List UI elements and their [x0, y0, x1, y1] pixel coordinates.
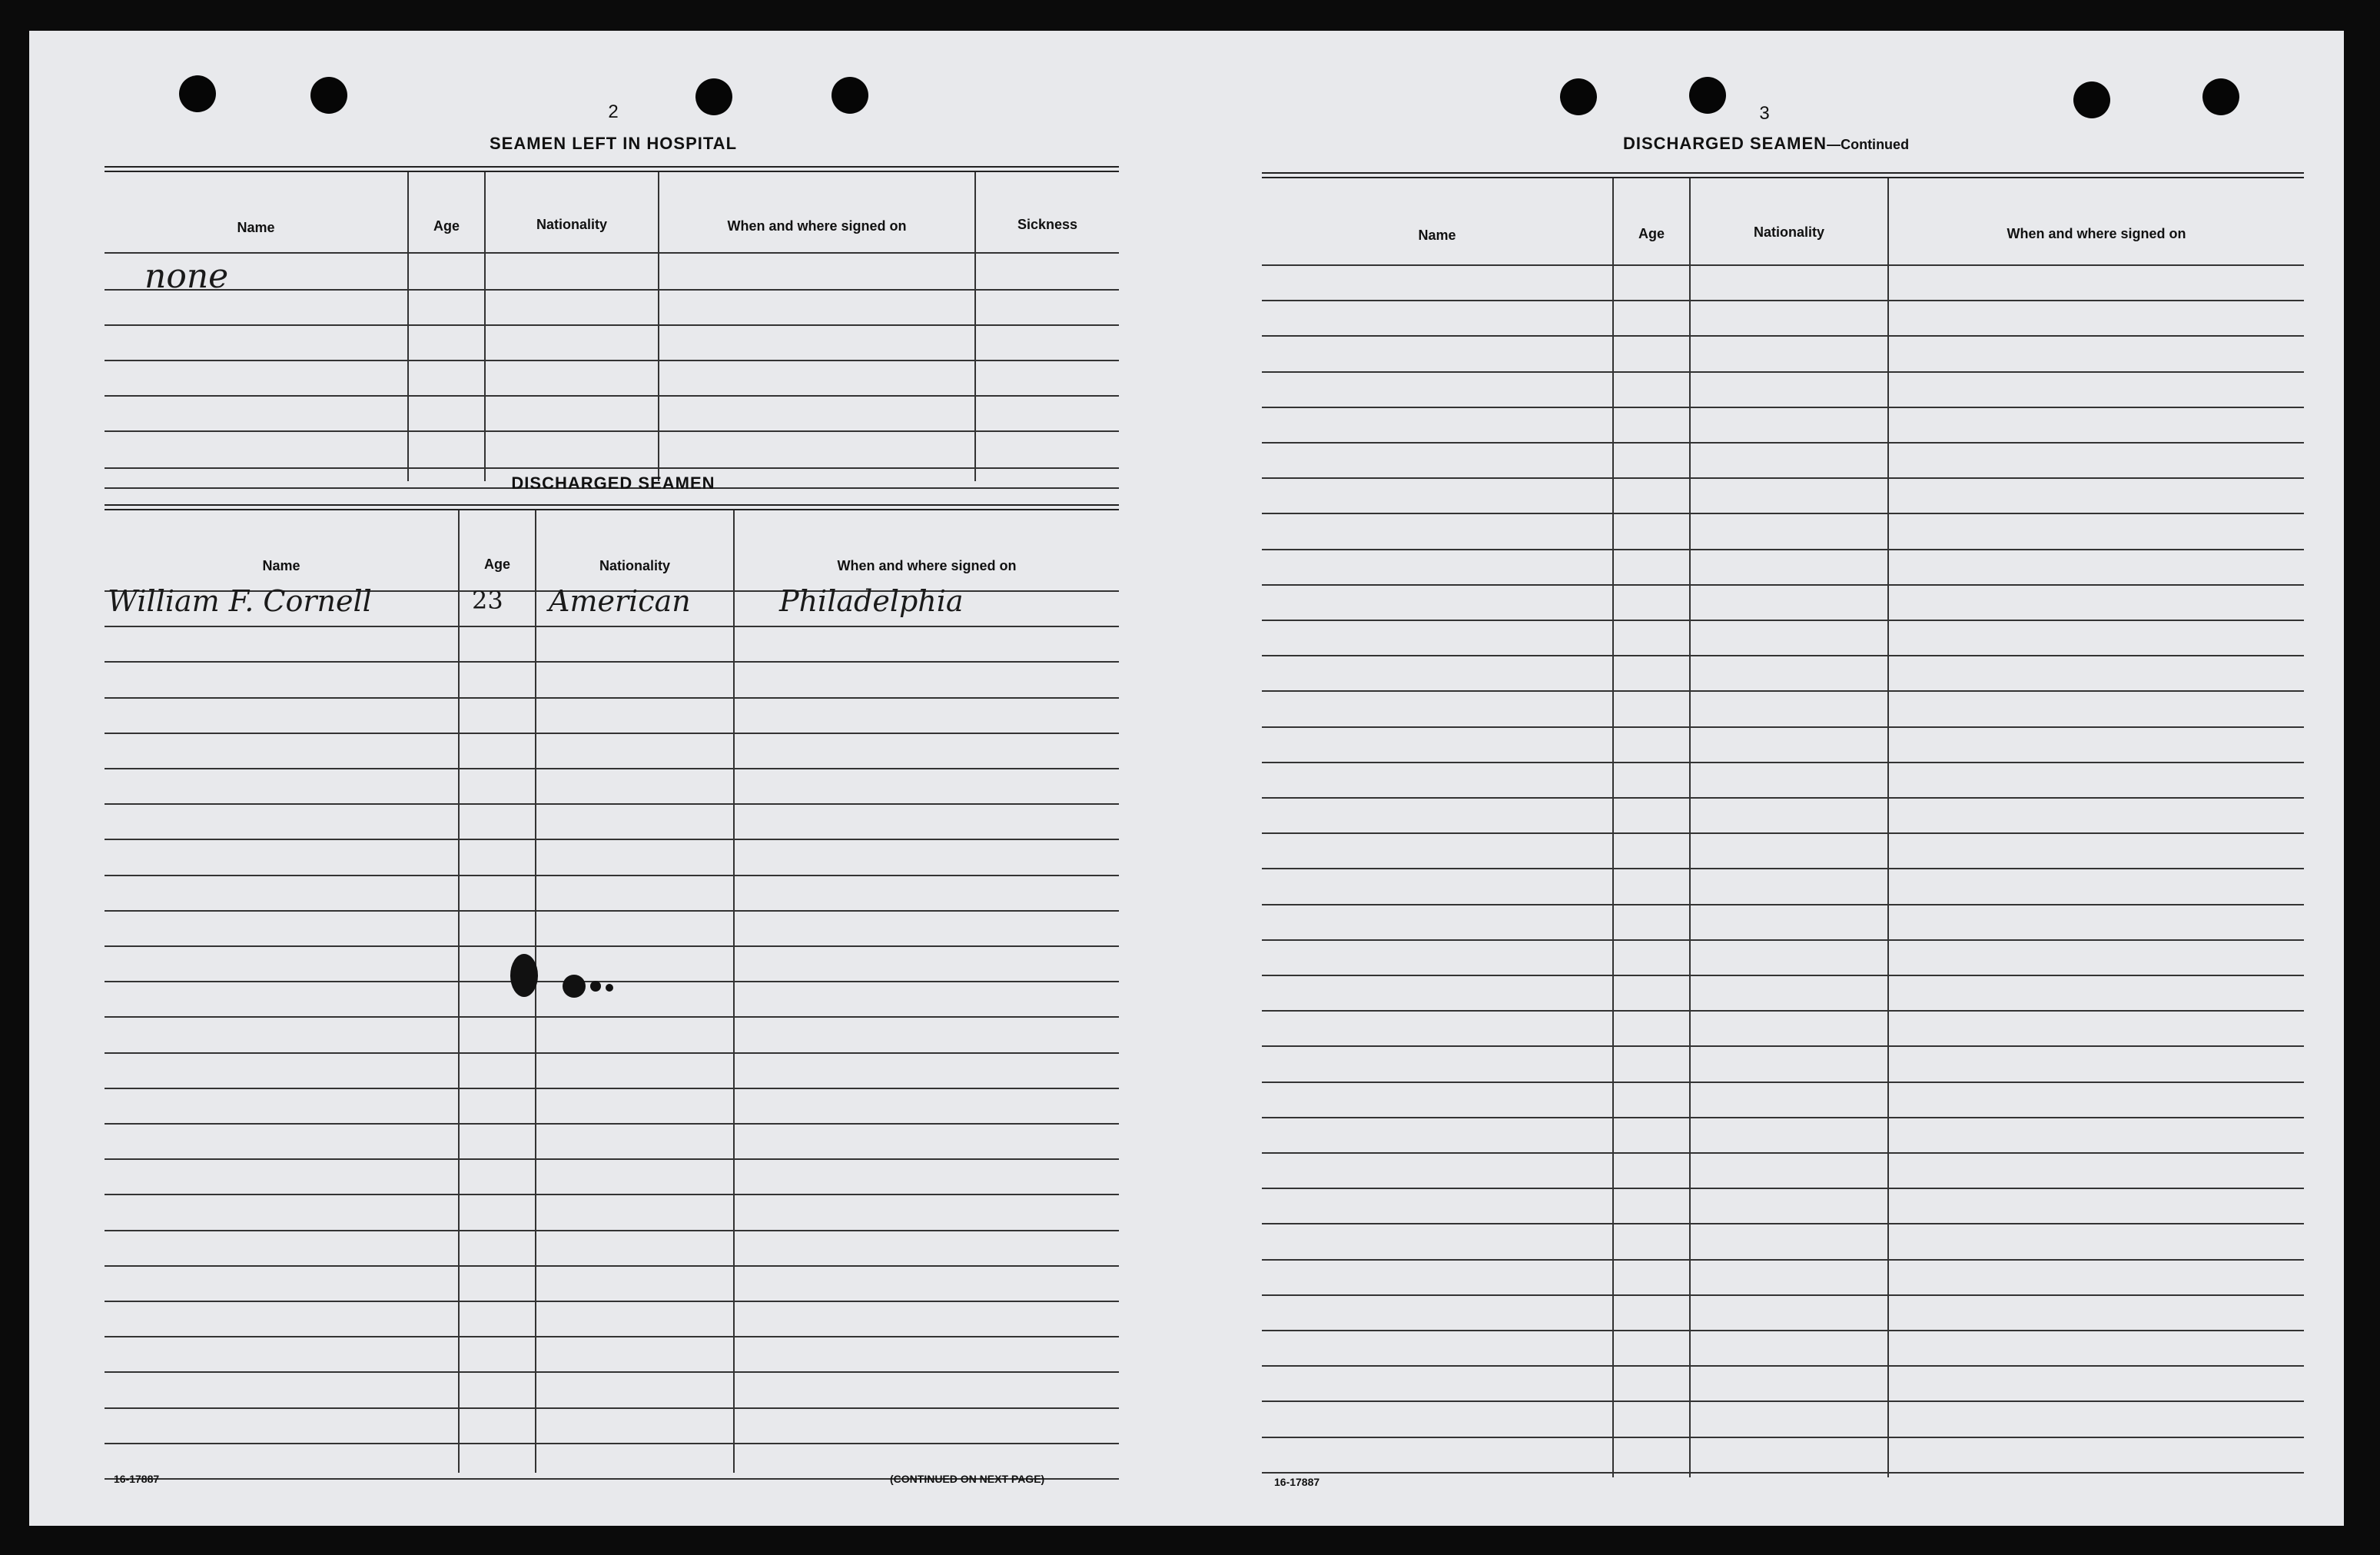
- title-main: DISCHARGED SEAMEN: [1622, 134, 1827, 153]
- ruled-line: [1262, 442, 2304, 444]
- entry-nationality: American: [549, 584, 691, 618]
- hospital-section-title: SEAMEN LEFT IN HOSPITAL: [489, 134, 738, 153]
- ruled-line: [1262, 762, 2304, 763]
- ink-blot: [563, 975, 586, 998]
- ruled-line: [1262, 1294, 2304, 1296]
- ruled-line: [105, 1052, 1119, 1054]
- ruled-line: [1262, 1472, 2304, 1474]
- binder-hole: [310, 77, 347, 114]
- col-header-nationality: Nationality: [599, 558, 670, 573]
- ruled-line: [105, 1407, 1119, 1409]
- ruled-line: [105, 945, 1119, 947]
- entry-name: William F. Cornell: [108, 584, 372, 618]
- ruled-line: [105, 1230, 1119, 1231]
- ruled-line: [105, 1158, 1119, 1160]
- ruled-line: [1262, 335, 2304, 337]
- binder-hole: [1560, 78, 1597, 115]
- ruled-line: [105, 1123, 1119, 1125]
- ruled-line: [105, 1371, 1119, 1373]
- ruled-line: [105, 839, 1119, 840]
- ruled-line: [1262, 1117, 2304, 1118]
- col-header-age: Age: [1638, 226, 1665, 241]
- form-number-left: 16-17887: [114, 1473, 160, 1485]
- col-header-signed-on: When and where signed on: [727, 218, 907, 234]
- col-header-nationality: Nationality: [536, 217, 607, 232]
- ruled-line: [105, 661, 1119, 663]
- ruled-line: [1262, 1152, 2304, 1154]
- ruled-line: [1262, 1188, 2304, 1189]
- handwritten-none: none: [144, 257, 229, 296]
- ruled-line: [1262, 832, 2304, 834]
- ruled-line: [105, 1301, 1119, 1302]
- ruled-line: [1262, 726, 2304, 728]
- ink-blot: [510, 954, 538, 997]
- ruled-line: [105, 697, 1119, 699]
- ruled-line: [105, 626, 1119, 627]
- ruled-line: [1262, 975, 2304, 976]
- ruled-line: [1262, 584, 2304, 586]
- entry-signed-on: Philadelphia: [779, 584, 964, 618]
- ruled-line: [1262, 1082, 2304, 1083]
- ruled-line: [105, 1016, 1119, 1018]
- ruled-line: [1262, 1045, 2304, 1047]
- ruled-line: [105, 1336, 1119, 1337]
- discharged-section-title: DISCHARGED SEAMEN: [511, 473, 715, 493]
- ruled-line: [1262, 904, 2304, 905]
- ruled-line: [1262, 1223, 2304, 1224]
- col-header-signed-on: When and where signed on: [2007, 226, 2186, 241]
- ruled-line: [105, 910, 1119, 912]
- ruled-line: [1262, 620, 2304, 621]
- ruled-line: [105, 803, 1119, 805]
- binder-hole: [2073, 81, 2110, 118]
- ruled-line: [105, 981, 1119, 982]
- ruled-line: [1262, 797, 2304, 799]
- binder-hole: [1689, 77, 1726, 114]
- discharged-continued-title: [1551, 134, 1981, 154]
- form-number-right: 16-17887: [1274, 1476, 1320, 1488]
- page-number-right: 3: [1759, 103, 1770, 124]
- col-header-name: Name: [237, 220, 275, 235]
- ruled-line: [1262, 1437, 2304, 1438]
- ledger-sheet: [29, 31, 2344, 1526]
- ruled-line: [1262, 690, 2304, 692]
- ruled-line: [105, 875, 1119, 876]
- ruled-line: [1262, 513, 2304, 514]
- ruled-line: [1262, 1010, 2304, 1012]
- ink-blot: [590, 981, 601, 992]
- title-suffix: —Continued: [1827, 137, 1910, 152]
- continued-note: (CONTINUED ON NEXT PAGE): [890, 1473, 1045, 1485]
- col-header-age: Age: [483, 557, 510, 572]
- discharged-table-right: [1262, 172, 2304, 1488]
- col-header-name: Name: [1418, 228, 1456, 243]
- col-header-sickness: Sickness: [1017, 217, 1078, 232]
- col-header-age: Age: [433, 218, 460, 234]
- ruled-line: [1262, 407, 2304, 408]
- col-header-name: Name: [262, 558, 300, 573]
- ruled-line: [1262, 300, 2304, 301]
- entry-age: 23: [472, 586, 503, 615]
- ruled-line: [105, 1443, 1119, 1444]
- binder-hole: [2202, 78, 2239, 115]
- ink-blot: [606, 984, 613, 992]
- page-number-left: 2: [608, 101, 619, 122]
- ruled-line: [105, 733, 1119, 734]
- binder-hole: [695, 78, 732, 115]
- ruled-line: [1262, 264, 2304, 266]
- ruled-line: [1262, 868, 2304, 869]
- ruled-line: [1262, 1330, 2304, 1331]
- ruled-line: [1262, 1365, 2304, 1367]
- col-header-signed-on: When and where signed on: [837, 558, 1017, 573]
- ruled-line: [105, 1194, 1119, 1195]
- discharged-table-left: [105, 504, 1119, 1488]
- ruled-line: [1262, 939, 2304, 941]
- ruled-line: [1262, 655, 2304, 656]
- hospital-table: [105, 166, 1119, 489]
- ruled-line: [1262, 1259, 2304, 1261]
- ruled-line: [1262, 477, 2304, 479]
- ruled-line: [105, 1088, 1119, 1089]
- ruled-line: [1262, 1400, 2304, 1402]
- ruled-line: [105, 768, 1119, 769]
- binder-hole: [832, 77, 868, 114]
- binder-hole: [179, 75, 216, 112]
- col-header-nationality: Nationality: [1753, 224, 1824, 240]
- ruled-line: [105, 1265, 1119, 1267]
- ruled-line: [1262, 371, 2304, 373]
- ruled-line: [1262, 549, 2304, 550]
